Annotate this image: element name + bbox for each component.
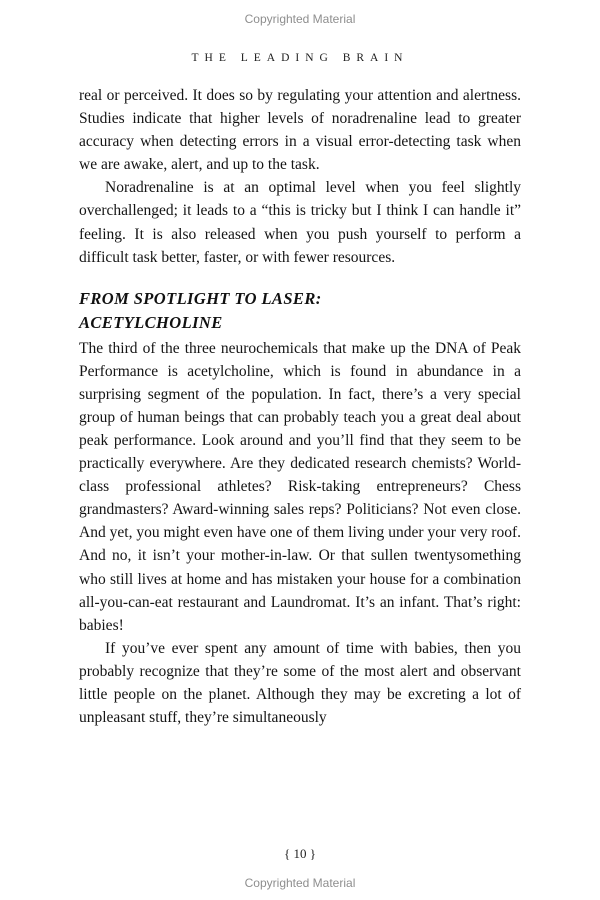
page-number: { 10 }	[284, 846, 316, 861]
paragraph: The third of the three neurochemicals that make up the DNA of Peak Performance is acetylcholine, which is found in abundance in a surprising segment of the population. In fact, there’s a very special group of human beings that can probably teach you a great deal about peak performance. Look around and you’ll find that they seem to be practically everywhere. Are they dedicated research chemists? World-class professional athletes? Risk-taking entrepreneurs? Chess grandmasters? Award-winning sales reps? Politicians? Not even close. And yet, you might even have one of them living under your very roof. And no, it isn’t your mother-in-law. Or that sullen twentysomething who still lives at home and has mistaken your house for a combination all-you-can-eat restaurant and Laundromat. It’s an infant. That’s right: babies!	[79, 339, 521, 634]
copyright-notice-bottom: Copyrighted Material	[244, 876, 356, 890]
running-header: THE LEADING BRAIN	[191, 52, 409, 64]
paragraph: If you’ve ever spent any amount of time with babies, then you probably recognize that they’re some of the most alert and observant little people on the planet. Although they may be excreting a lot of unpleasant stuff, they’re simultaneously	[79, 639, 521, 727]
body-text	[79, 84, 521, 729]
paragraph-continuation: real or perceived. It does so by regulating your attention and alertness. Studies indicate that higher levels of noradrenaline lead to greater accuracy when detecting errors in a visual error-detecting task when we are awake, alert, and up to the task.	[79, 87, 521, 174]
section-heading	[79, 287, 521, 335]
section-heading-line-1: FROM SPOTLIGHT TO LASER:	[79, 288, 322, 308]
section-heading-line-2: ACETYLCHOLINE	[79, 312, 223, 332]
paragraph: Noradrenaline is at an optimal level when you feel slightly overchallenged; it leads to a “this is tricky but I think I can handle it” feeling. It is also released when you push yourself to perform a difficult task better, faster, or with fewer resources.	[79, 179, 521, 266]
copyright-notice-top: Copyrighted Material	[244, 12, 356, 26]
